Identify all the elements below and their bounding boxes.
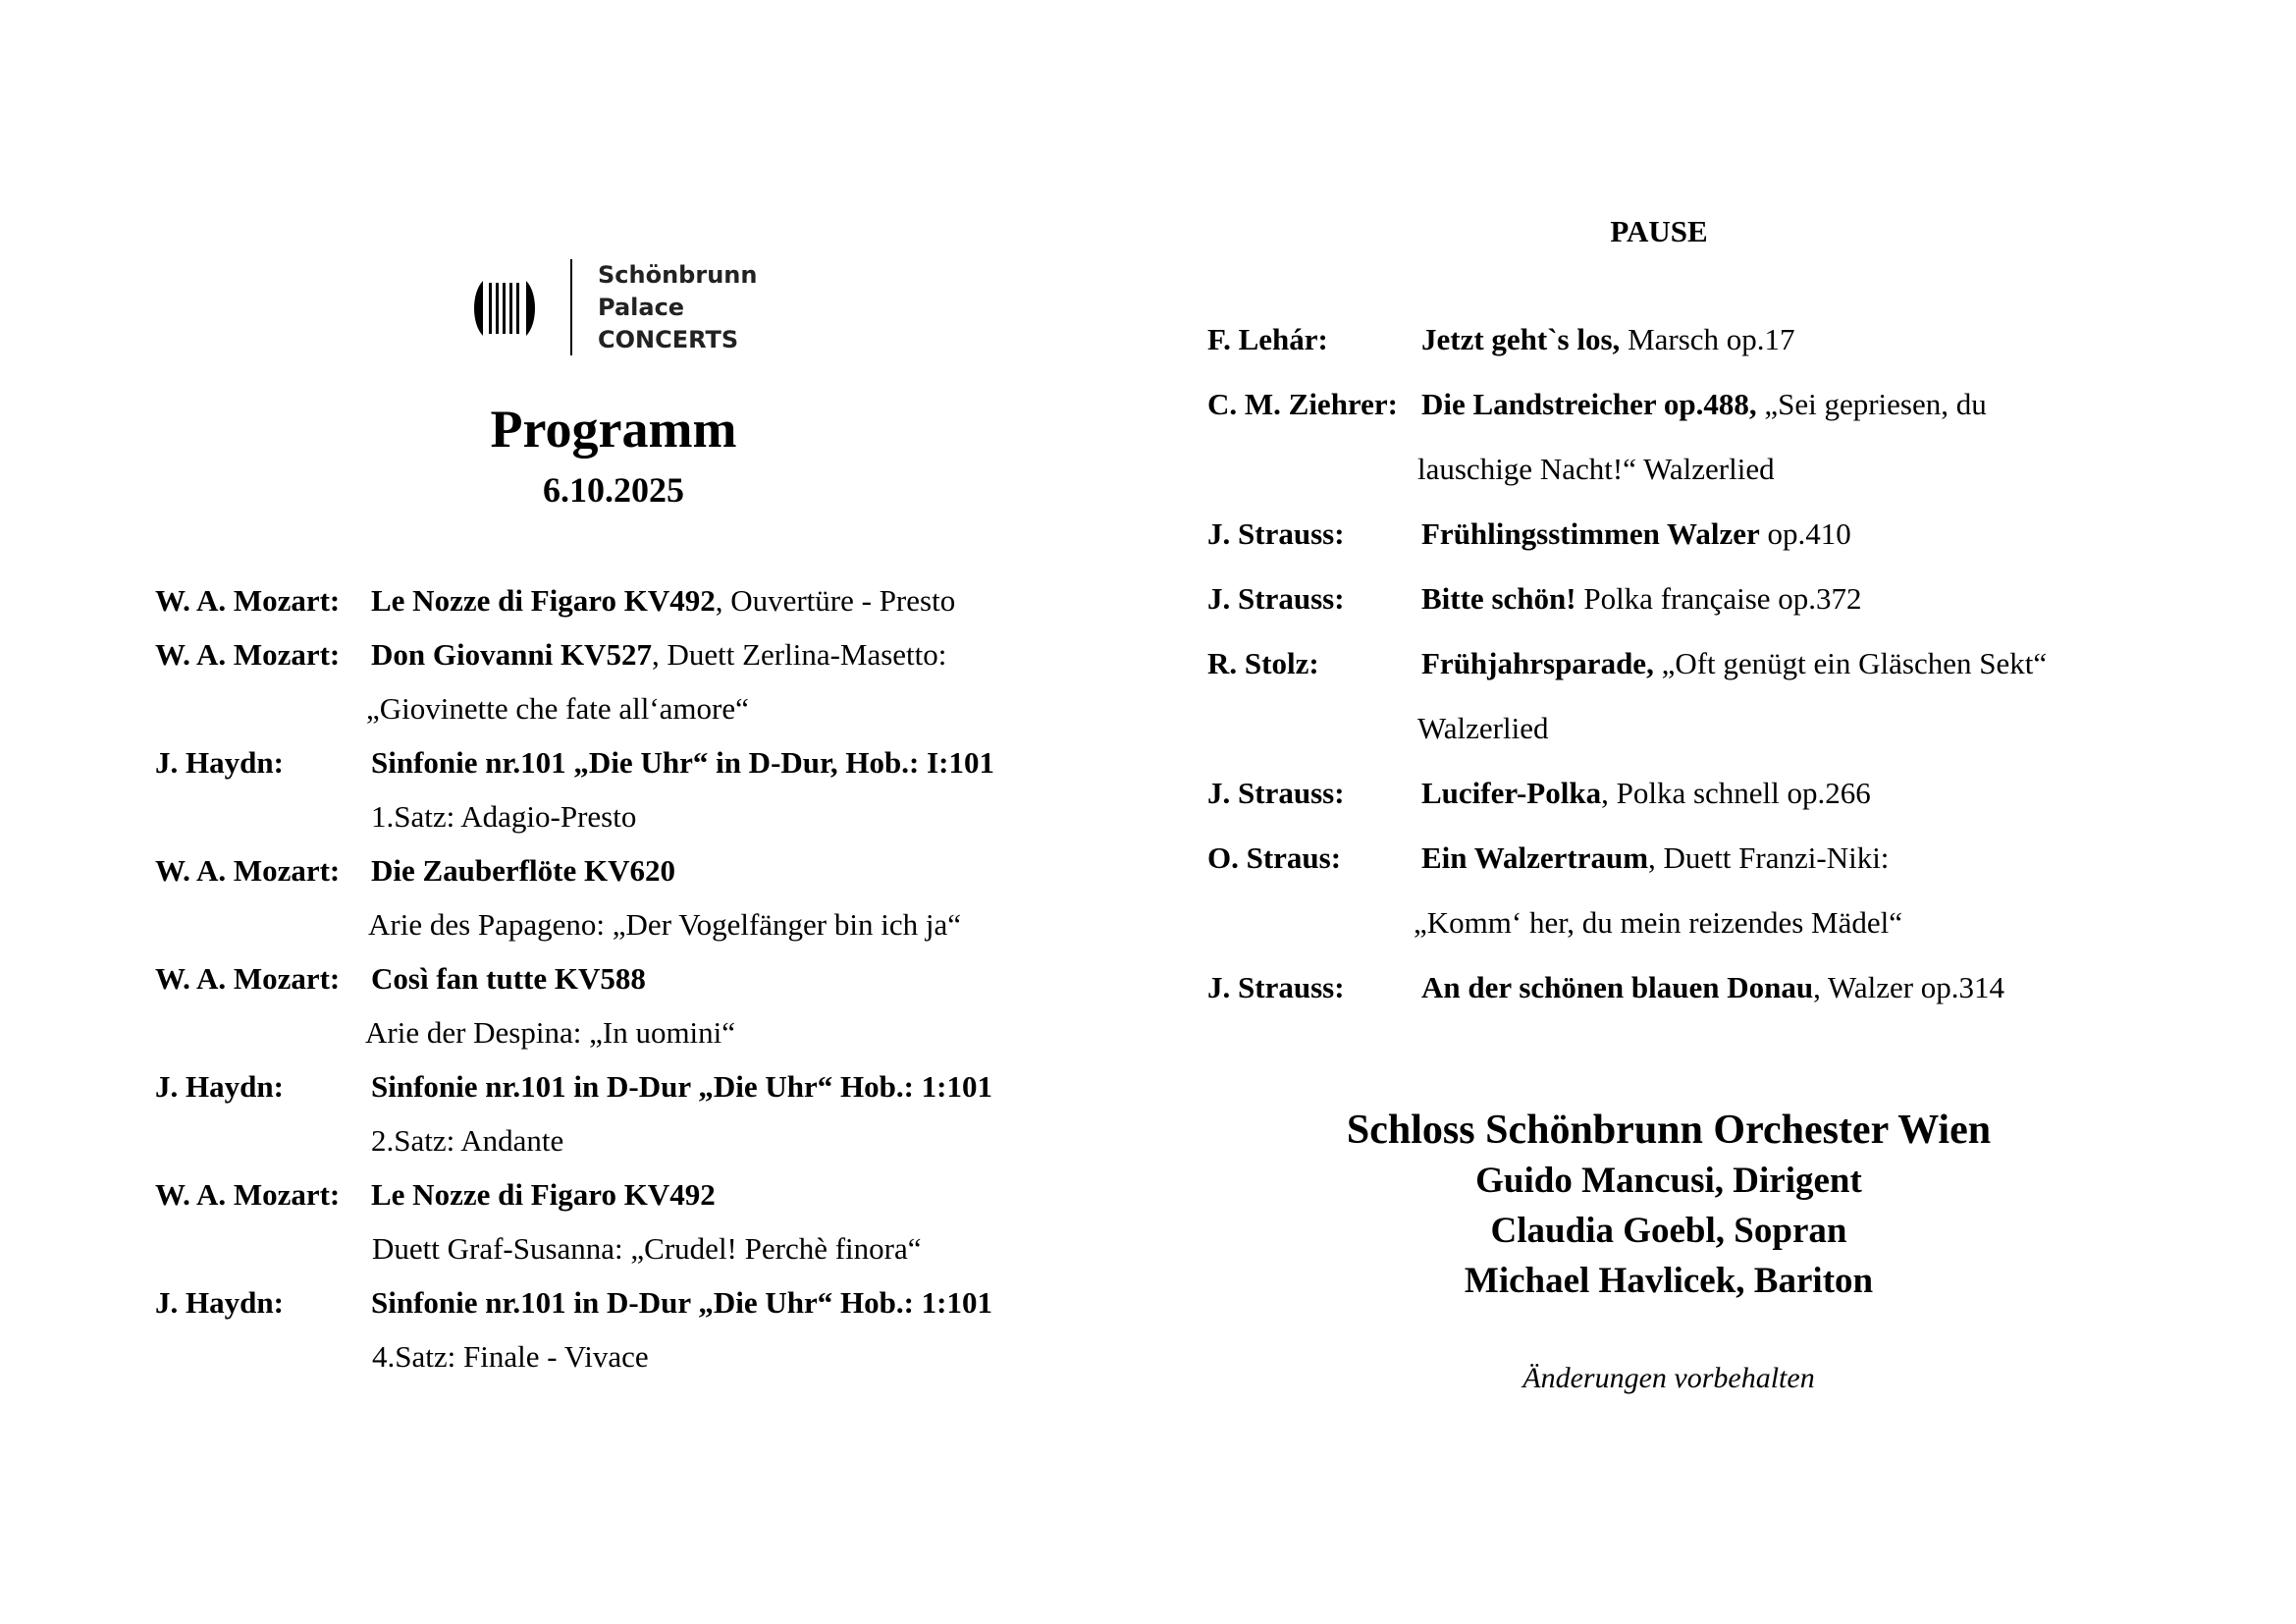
work-details: Marsch op.17 xyxy=(1620,322,1795,356)
concert-date: 6.10.2025 xyxy=(543,470,684,510)
work-details: , Ouvertüre - Presto xyxy=(715,583,956,618)
composer-name: J. Strauss: xyxy=(1207,581,1345,616)
program-line xyxy=(1421,320,1795,359)
work-details: Duett Graf-Susanna: „Crudel! Perchè finora“ xyxy=(372,1231,922,1266)
work-title: Le Nozze di Figaro KV492 xyxy=(371,1177,716,1212)
composer-name: J. Haydn: xyxy=(155,1285,284,1320)
program-line xyxy=(1417,709,1548,748)
work-details: „Giovinette che fate all‘amore“ xyxy=(366,691,749,726)
program-line xyxy=(372,1337,649,1377)
soprano: Claudia Goebl, Sopran xyxy=(1490,1211,1847,1251)
work-title: Ein Walzertraum xyxy=(1421,840,1649,875)
work-details: 2.Satz: Andante xyxy=(371,1123,564,1158)
disclaimer: Änderungen vorbehalten xyxy=(1522,1362,1815,1394)
work-title: Sinfonie nr.101 in D-Dur „Die Uhr“ Hob.: 1:101 xyxy=(371,1069,992,1104)
logo xyxy=(469,259,758,357)
logo-line-2: Palace xyxy=(598,294,685,321)
work-title: Jetzt geht`s los, xyxy=(1421,322,1621,356)
composer-name: R. Stolz: xyxy=(1207,646,1319,680)
conductor: Guido Mancusi, Dirigent xyxy=(1475,1161,1862,1201)
program-line xyxy=(366,689,749,729)
pause-label: PAUSE xyxy=(1610,214,1708,248)
program-line xyxy=(1417,450,1775,489)
work-details: , Polka schnell op.266 xyxy=(1601,776,1871,810)
composer-name: W. A. Mozart: xyxy=(155,961,341,996)
program-line xyxy=(1421,514,1851,554)
work-title: Bitte schön! xyxy=(1421,581,1576,616)
program-line xyxy=(1414,903,1902,943)
program-line xyxy=(1421,644,2047,683)
program-line xyxy=(372,1229,922,1269)
composer-name: J. Haydn: xyxy=(155,745,284,780)
composer-name: C. M. Ziehrer: xyxy=(1207,387,1398,421)
work-details: 1.Satz: Adagio-Presto xyxy=(371,799,637,834)
logo-text xyxy=(598,259,757,356)
work-title: Sinfonie nr.101 in D-Dur „Die Uhr“ Hob.: 1:101 xyxy=(371,1285,992,1320)
work-details: Walzerlied xyxy=(1417,711,1549,745)
work-title: Frühjahrsparade, xyxy=(1421,646,1654,680)
logo-line-3: CONCERTS xyxy=(598,326,739,353)
work-details: Arie des Papageno: „Der Vogelfänger bin ich ja“ xyxy=(368,907,962,942)
program-line xyxy=(371,1283,992,1323)
program-line xyxy=(365,1013,735,1053)
logo-divider xyxy=(570,259,572,355)
work-details: , Duett Franzi-Niki: xyxy=(1648,840,1890,875)
program-line xyxy=(371,635,946,675)
work-title: An der schönen blauen Donau xyxy=(1421,970,1814,1004)
program-line xyxy=(371,797,636,837)
program-line xyxy=(1421,839,1889,878)
composer-name: J. Strauss: xyxy=(1207,516,1345,551)
logo-line-1: Schönbrunn xyxy=(598,261,758,289)
program-line xyxy=(371,959,646,999)
baritone: Michael Havlicek, Bariton xyxy=(1464,1261,1874,1301)
work-title: Die Landstreicher op.488, xyxy=(1421,387,1757,421)
program-line xyxy=(371,1067,992,1107)
program-line xyxy=(1421,579,1862,619)
program-line xyxy=(1421,385,1987,424)
composer-name: W. A. Mozart: xyxy=(155,637,341,672)
program-line xyxy=(1421,968,2004,1007)
work-title: Sinfonie nr.101 „Die Uhr“ in D-Dur, Hob.: I:101 xyxy=(371,745,995,780)
work-details: Arie der Despina: „In uomini“ xyxy=(365,1015,736,1050)
work-details: , Duett Zerlina-Masetto: xyxy=(651,637,947,672)
work-details: Polka française op.372 xyxy=(1575,581,1862,616)
work-title: Così fan tutte KV588 xyxy=(371,961,646,996)
composer-name: J. Strauss: xyxy=(1207,970,1345,1004)
program-line xyxy=(368,905,961,945)
composer-name: W. A. Mozart: xyxy=(155,853,341,888)
composer-name: W. A. Mozart: xyxy=(155,583,341,618)
composer-name: F. Lehár: xyxy=(1207,322,1328,356)
work-details: , Walzer op.314 xyxy=(1813,970,2005,1004)
composer-name: O. Straus: xyxy=(1207,840,1342,875)
work-details: „Sei gepriesen, du xyxy=(1756,387,1987,421)
work-title: Die Zauberflöte KV620 xyxy=(371,853,675,888)
program-line xyxy=(371,1175,716,1215)
work-title: Don Giovanni KV527 xyxy=(371,637,652,672)
program-line xyxy=(371,851,675,891)
composer-name: W. A. Mozart: xyxy=(155,1177,341,1212)
program-line xyxy=(371,743,994,783)
work-details: 4.Satz: Finale - Vivace xyxy=(372,1339,649,1374)
work-details: „Oft genügt ein Gläschen Sekt“ xyxy=(1653,646,2048,680)
program-line xyxy=(1421,774,1871,813)
orchestra-name: Schloss Schönbrunn Orchester Wien xyxy=(1346,1108,1992,1153)
work-title: Le Nozze di Figaro KV492 xyxy=(371,583,716,618)
program-line xyxy=(371,581,955,621)
program-line xyxy=(371,1121,563,1161)
work-title: Frühlingsstimmen Walzer xyxy=(1421,516,1760,551)
work-details: „Komm‘ her, du mein reizendes Mädel“ xyxy=(1414,905,1903,940)
work-title: Lucifer-Polka xyxy=(1421,776,1602,810)
work-details: op.410 xyxy=(1759,516,1851,551)
schoenbrunn-logo-mark-icon xyxy=(469,279,544,338)
composer-name: J. Strauss: xyxy=(1207,776,1345,810)
work-details: lauschige Nacht!“ Walzerlied xyxy=(1417,452,1775,486)
composer-name: J. Haydn: xyxy=(155,1069,284,1104)
page-title: Programm xyxy=(490,400,737,459)
